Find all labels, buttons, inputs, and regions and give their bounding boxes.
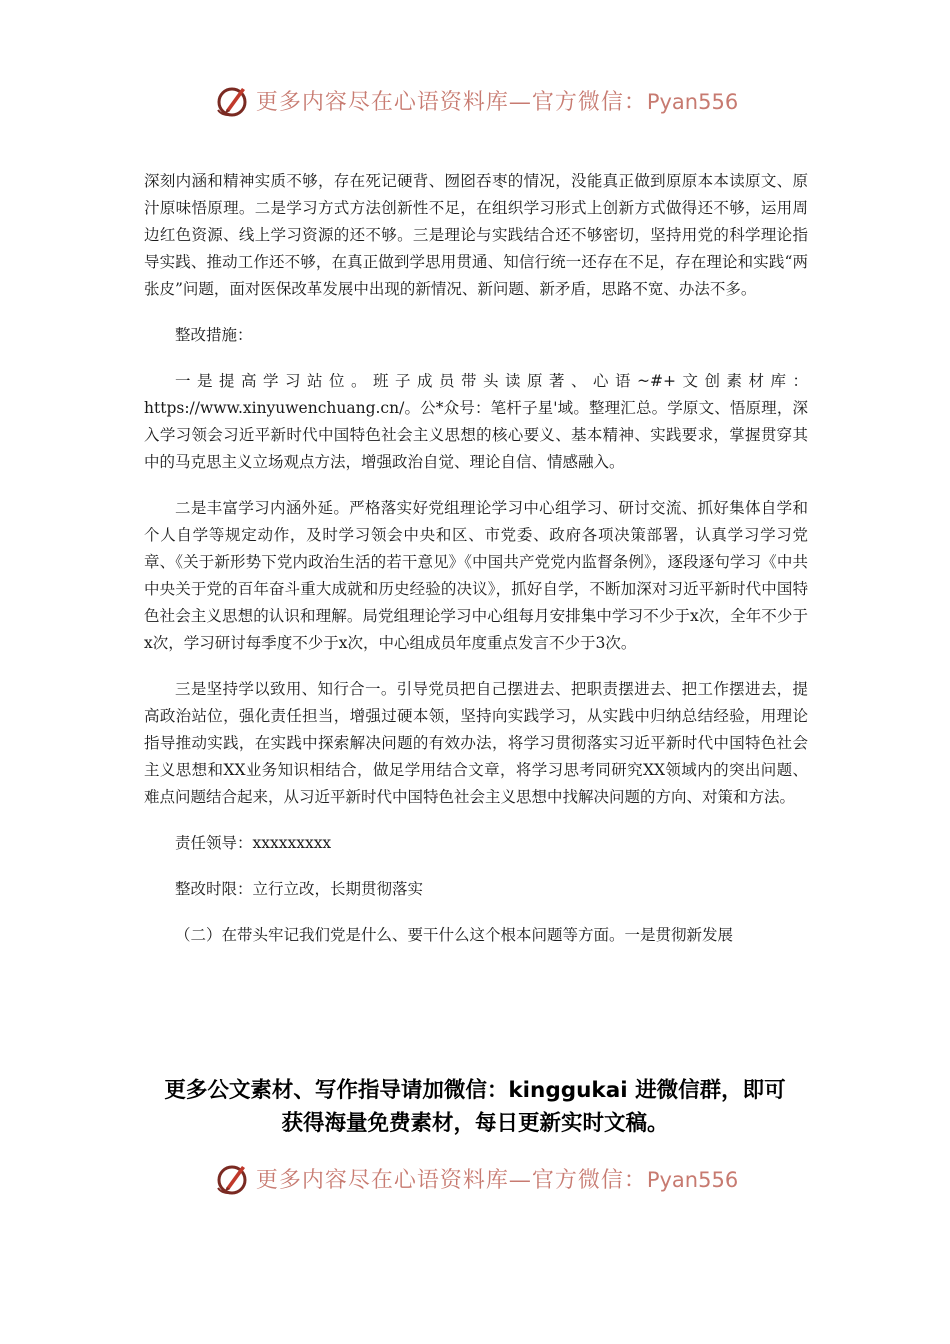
banner-text: 更多内容尽在心语资料库—官方微信： (255, 1167, 647, 1193)
banner-wechat: Pyan556 (646, 89, 739, 114)
paragraph: （二）在带头牢记我们党是什么、要干什么这个根本问题等方面。一是贯彻新发展 (175, 926, 734, 944)
banner-text: 更多内容尽在心语资料库—官方微信： (255, 89, 647, 115)
paragraph: 二是丰富学习内涵外延。严格落实好党组理论学习中心组学习、研讨交流、抓好集体自学和个人自学等规定动作，及时学习领会中央和区、市党委、政府各项决策部署，认真学习学习党章、《关于新形势下党内政治生活的若干意见》《中国共产党党内监督条例》，逐段逐句学习《中共中央关于党的百年奋斗重大成就和历史经验的决议》，抓好自学，不断加深对习近平新时代中国特色社会主义思想的认识和理解。局党组理论学习中心组每月安排集中学习不少于x次，全年不少于x次，学习研讨每季度不少于x次，中心组成员年度重点发言不少于3次。 (144, 499, 808, 652)
document-body (144, 168, 808, 968)
promo-line: 更多公文素材、写作指导请加微信：kinggukai 进微信群，即可 (164, 1078, 786, 1103)
promo-notice (120, 1074, 830, 1140)
paragraph: 深刻内涵和精神实质不够，存在死记硬背、囫囵吞枣的情况，没能真正做到原原本本读原文、原汁原味悟原理。二是学习方式方法创新性不足，在组织学习形式上创新方式做得还不够，运用周边红色资源、线上学习资源的还不够。三是理论与实践结合还不够密切，坚持用党的科学理论指导实践、推动工作还不够，在真正做到学思用贯通、知信行统一还存在不足，存在理论和实践“两张皮”问题，面对医保改革发展中出现的新情况、新问题、新矛盾，思路不宽、办法不多。 (144, 172, 808, 298)
banner-wechat: Pyan556 (646, 1167, 739, 1192)
paragraph: 一是提高学习站位。班子成员带头读原著、心语~#+文创素材库：https://www.xinyuwenchuang.cn/。公*众号：笔杆子星'域。整理汇总。学原文、悟原理，深入学习领会习近平新时代中国特色社会主义思想的核心要义、基本精神、实践要求，掌握贯穿其中的马克思主义立场观点方法，增强政治自觉、理论自信、情感融入。 (144, 372, 808, 471)
footer-banner (0, 1156, 950, 1200)
pen-logo-icon (212, 1158, 252, 1198)
paragraph: 三是坚持学以致用、知行合一。引导党员把自己摆进去、把职责摆进去、把工作摆进去，提高政治站位，强化责任担当，增强过硬本领，坚持向实践学习，从实践中归纳总结经验，用理论指导推动实践，在实践中探索解决问题的有效办法，将学习贯彻落实习近平新时代中国特色社会主义思想和XX业务知识相结合，做足学用结合文章，将学习思考同研究XX领域内的突出问题、难点问题结合起来，从习近平新时代中国特色社会主义思想中找解决问题的方向、对策和方法。 (144, 680, 808, 806)
promo-line: 获得海量免费素材，每日更新实时文稿。 (281, 1111, 669, 1136)
paragraph: 整改措施： (175, 326, 253, 344)
pen-logo-icon (212, 80, 252, 120)
paragraph: 整改时限：立行立改，长期贯彻落实 (175, 880, 424, 898)
header-banner (0, 78, 950, 122)
paragraph: 责任领导：xxxxxxxxx (175, 834, 332, 852)
